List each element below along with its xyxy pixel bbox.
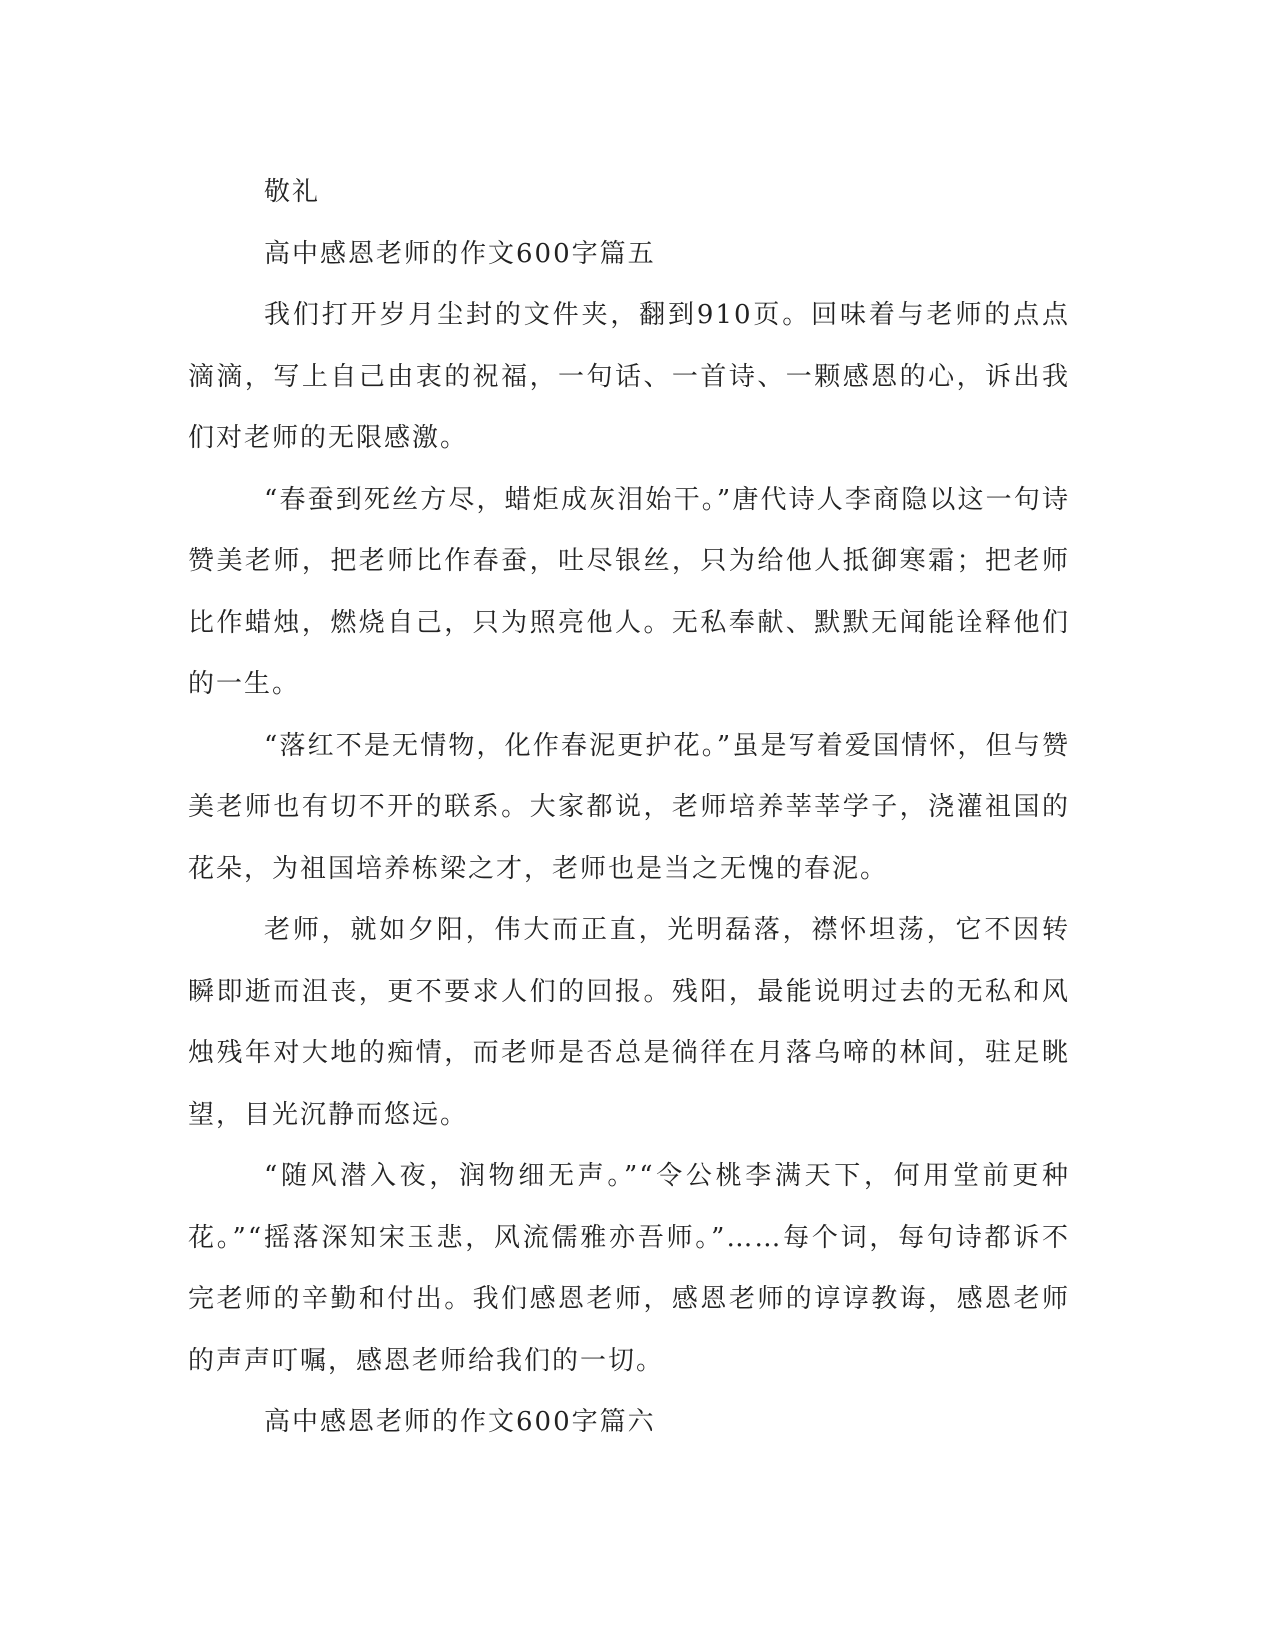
- essay-body: [188, 162, 1070, 1454]
- paragraph-folder: 我们打开岁月尘封的文件夹，翻到910页。回味着与老师的点点滴滴，写上自己由衷的祝福，一句话、一首诗、一颗感恩的心，诉出我们对老师的无限感激。: [188, 300, 1070, 453]
- paragraph-silkworm: “春蚕到死丝方尽，蜡炬成灰泪始干。”唐代诗人李商隐以这一句诗赞美老师，把老师比作春蚕，吐尽银丝，只为给他人抵御寒霜；把老师比作蜡烛，燃烧自己，只为照亮他人。无私奉献、默默无闻能诠释他们的一生。: [188, 484, 1070, 699]
- paragraph-poems: “随风潜入夜，润物细无声。”“令公桃李满天下，何用堂前更种花。”“摇落深知宋玉悲，风流儒雅亦吾师。”……每个词，每句诗都诉不完老师的辛勤和付出。我们感恩老师，感恩老师的谆谆教诲，感恩老师的声声叮嘱，感恩老师给我们的一切。: [188, 1161, 1070, 1376]
- closing-salutation: 敬礼: [264, 177, 321, 207]
- section-heading-five: 高中感恩老师的作文600字篇五: [264, 238, 656, 269]
- paragraph-sunset: 老师，就如夕阳，伟大而正直，光明磊落，襟怀坦荡，它不因转瞬即逝而沮丧，更不要求人们的回报。残阳，最能说明过去的无私和风烛残年对大地的痴情，而老师是否总是徜徉在月落乌啼的林间，驻足眺望，目光沉静而悠远。: [188, 915, 1070, 1130]
- section-heading-six: 高中感恩老师的作文600字篇六: [264, 1407, 656, 1437]
- paragraph-fallen-red: “落红不是无情物，化作春泥更护花。”虽是写着爱国情怀，但与赞美老师也有切不开的联系。大家都说，老师培养莘莘学子，浇灌祖国的花朵，为祖国培养栋梁之才，老师也是当之无愧的春泥。: [188, 730, 1070, 884]
